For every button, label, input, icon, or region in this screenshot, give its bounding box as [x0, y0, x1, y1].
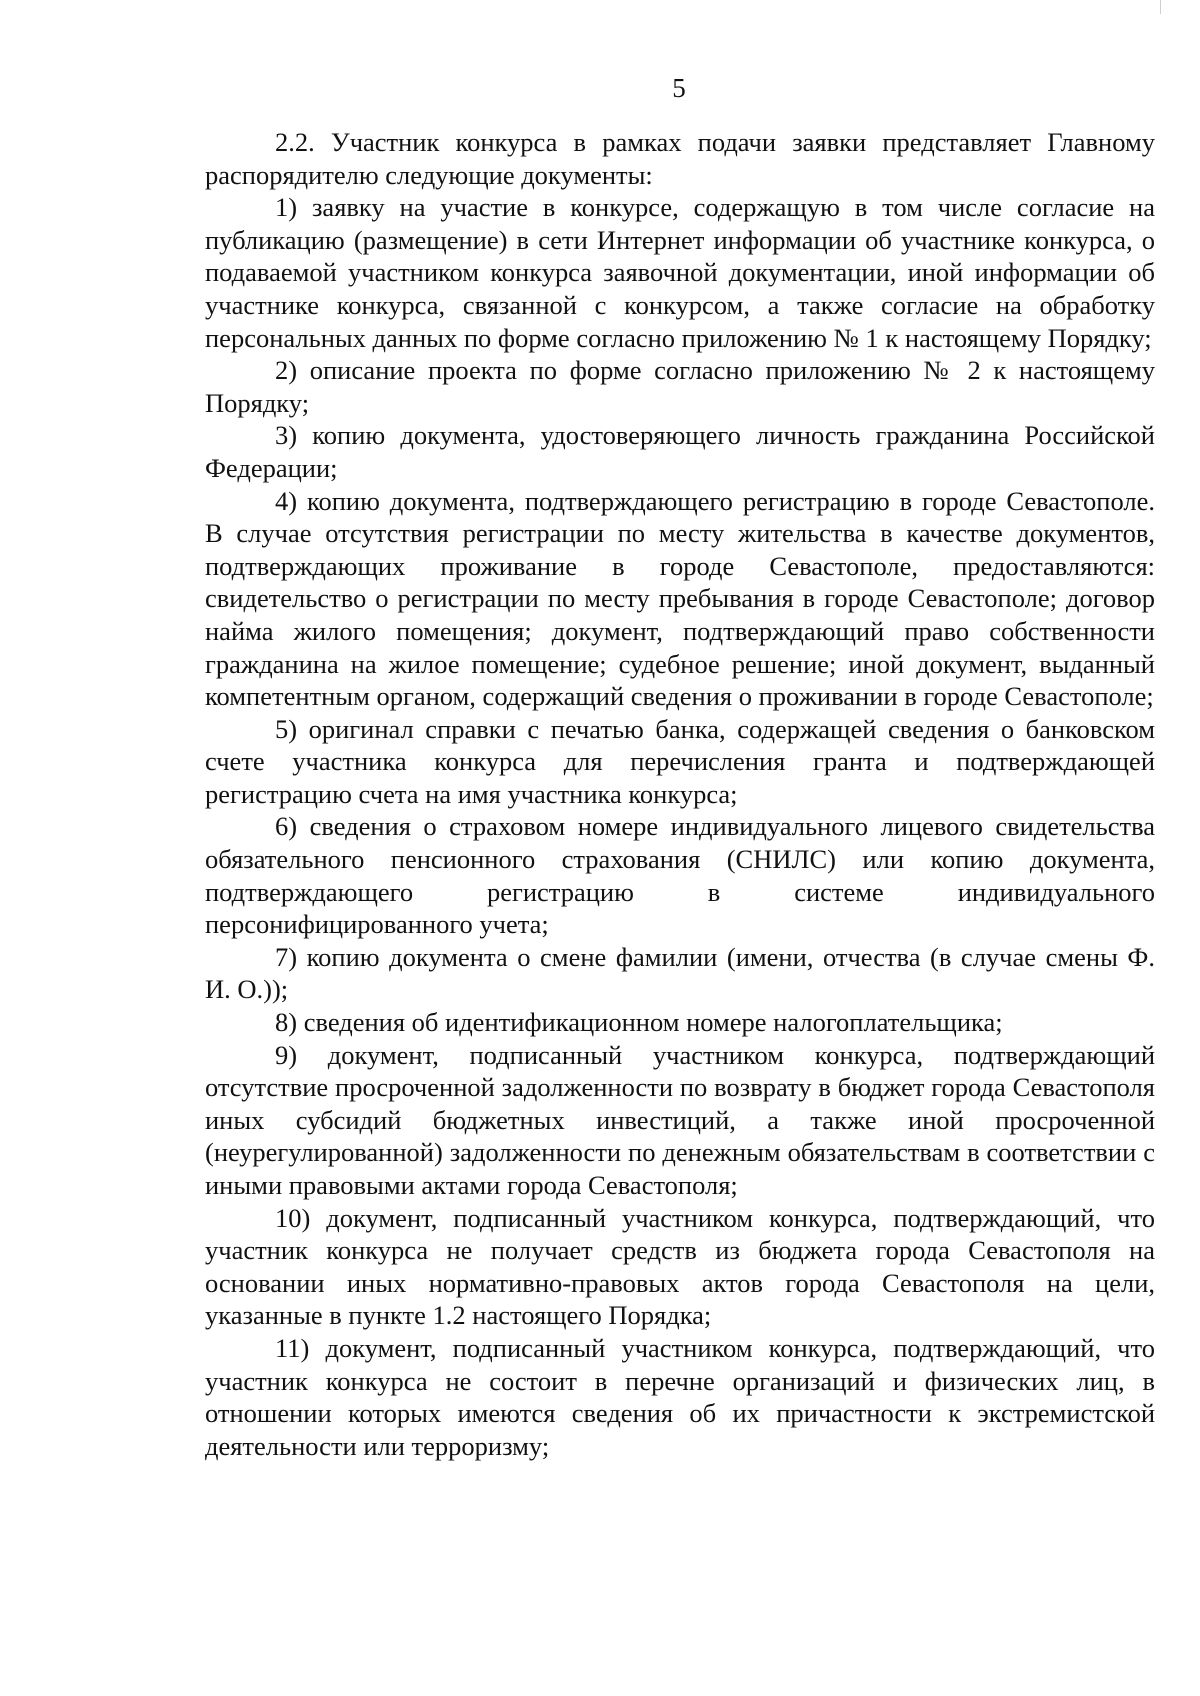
list-item-10: 10) документ, подписанный участником конкурса, подтверждающий, что участник конкурса не получает средств из бюджета города Севастополя на основании иных нормативно-правовых актов города Севастополя на цели, указанные в пункте 1.2 настоящего Порядка;	[205, 1202, 1155, 1331]
list-item-2: 2) описание проекта по форме согласно приложению № 2 к настоящему Порядку;	[205, 355, 1155, 418]
list-item-1: 1) заявку на участие в конкурсе, содержащую в том числе согласие на публикацию (размещение) в сети Интернет информации об участнике конкурса, о подаваемой участником конкурса заявочной документации, иной информации об участнике конкурса, связанной с конкурсом, а также согласие на обработку персональных данных по форме согласно приложению № 1 к настоящему Порядку;	[205, 192, 1155, 353]
list-item-9: 9) документ, подписанный участником конкурса, подтверждающий отсутствие просроченной задолженности по возврату в бюджет города Севастополя иных субсидий бюджетных инвестиций, а также иной просроченной (неурегулированной) задолженности по денежным обязательствам в соответствии с иными правовыми актами города Севастополя;	[205, 1039, 1155, 1200]
list-item-3: 3) копию документа, удостоверяющего личность гражданина Российской Федерации;	[205, 420, 1155, 483]
list-item-4: 4) копию документа, подтверждающего регистрацию в городе Севастополе. В случае отсутствия регистрации по месту жительства в качестве документов, подтверждающих проживание в городе Севастополе, предоставляются: свидетельство о регистрации по месту пребывания в городе Севастополе; договор найма жилого помещения; документ, подтверждающий право собственности гражданина на жилое помещение; судебное решение; иной документ, выданный компетентным органом, содержащий сведения о проживании в городе Севастополе;	[205, 485, 1155, 712]
document-body	[205, 126, 1155, 1462]
list-item-6: 6) сведения о страховом номере индивидуального лицевого свидетельства обязательного пенсионного страхования (СНИЛС) или копию документа, подтверждающего регистрацию в системе индивидуального персонифицированного учета;	[205, 811, 1155, 940]
paragraph-2-2: 2.2. Участник конкурса в рамках подачи заявки представляет Главному распорядителю следующие документы:	[205, 127, 1155, 190]
scan-edge-mark	[1160, 0, 1161, 14]
page-number: 5	[672, 73, 686, 103]
list-item-11: 11) документ, подписанный участником конкурса, подтверждающий, что участник конкурса не состоит в перечне организаций и физических лиц, в отношении которых имеются сведения об их причастности к экстремистской деятельности или терроризму;	[205, 1332, 1155, 1461]
list-item-7: 7) копию документа о смене фамилии (имени, отчества (в случае смены Ф. И. О.));	[205, 941, 1155, 1005]
list-item-5: 5) оригинал справки с печатью банка, содержащей сведения о банковском счете участника конкурса для перечисления гранта и подтверждающей регистрацию счета на имя участника конкурса;	[205, 713, 1155, 809]
list-item-8: 8) сведения об идентификационном номере налогоплательщика;	[275, 1007, 1003, 1038]
